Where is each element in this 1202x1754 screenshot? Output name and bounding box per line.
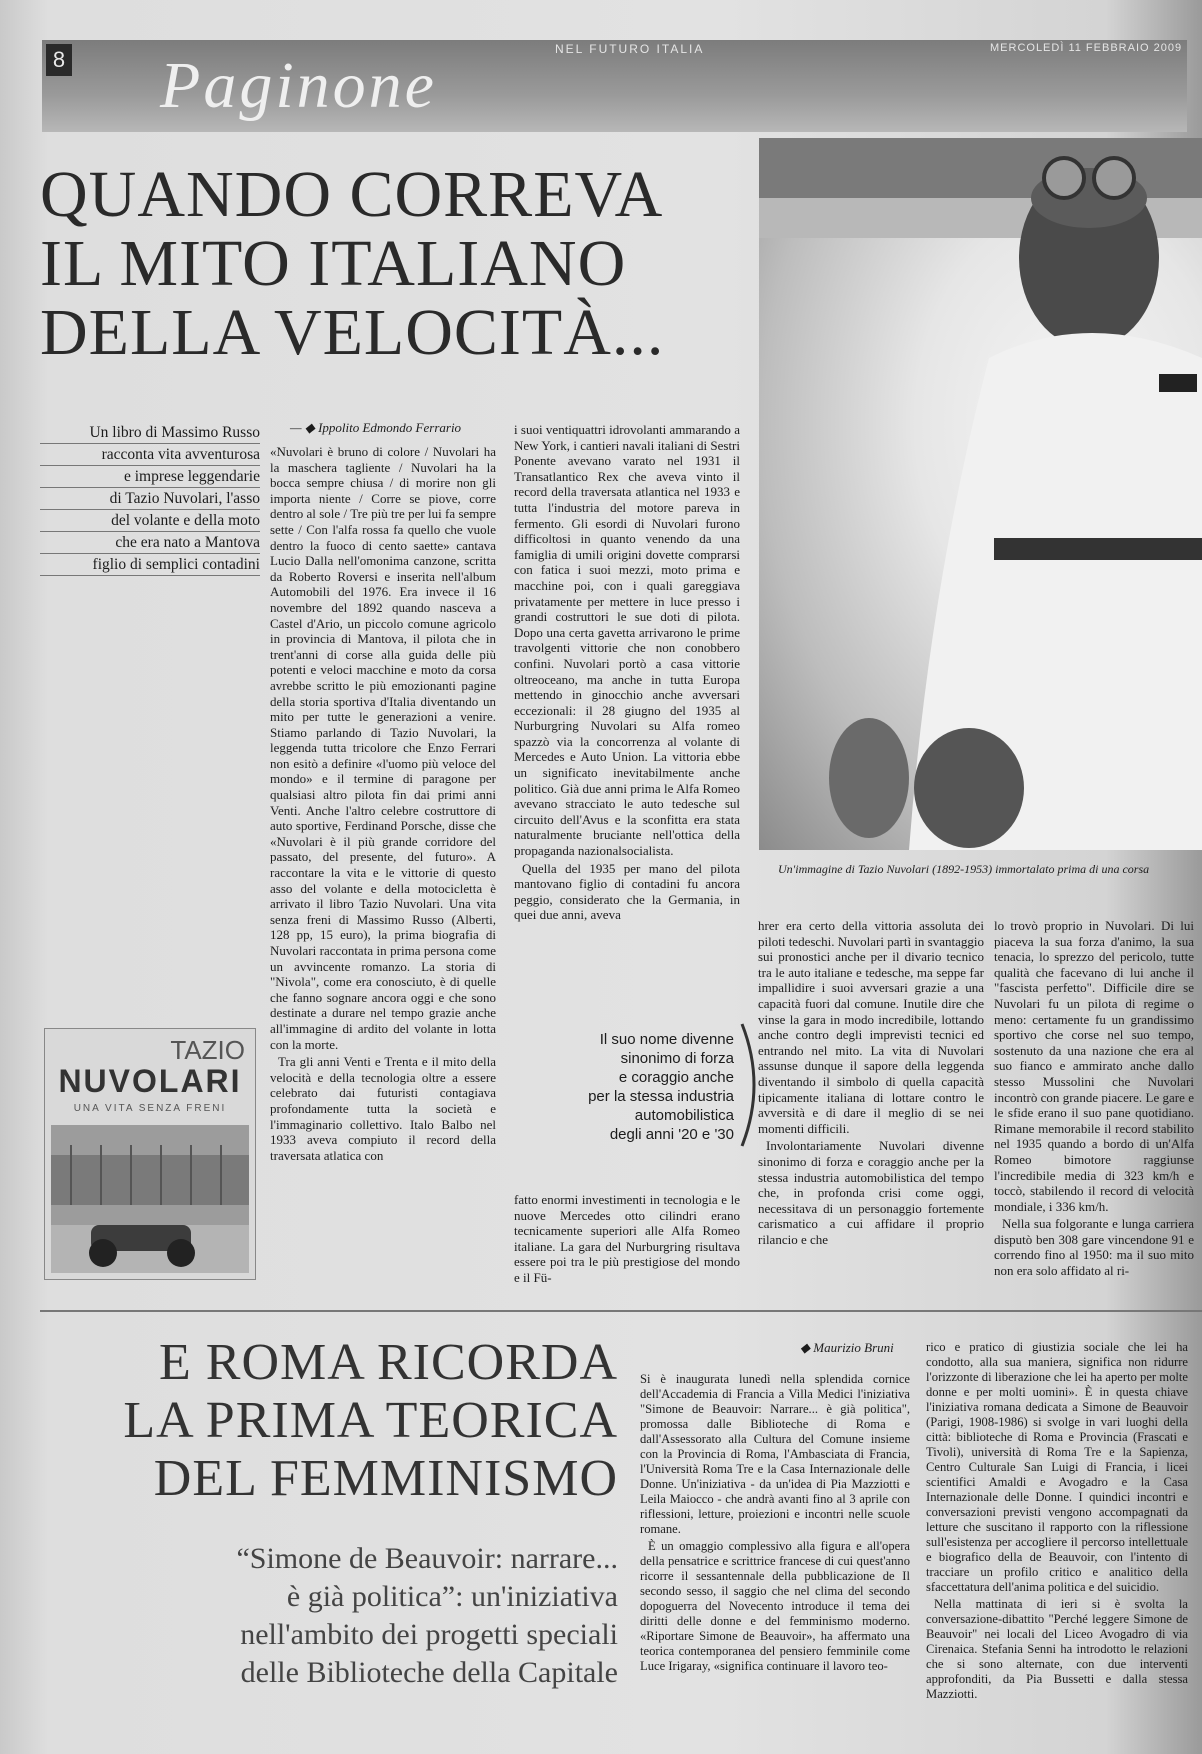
driver-illustration <box>759 138 1202 850</box>
deck-line: è già politica”: un'iniziativa <box>286 1580 618 1613</box>
article2-deck <box>80 1540 618 1692</box>
article-column-1 <box>270 444 496 1290</box>
paragraph: lo trovò proprio in Nuvolari. Di lui piaceva la sua forza d'animo, la sua tenacia, lo sprezzo del pericolo, tutte qualità che facevano di lui anche il "fascista perfetto". Difficile dire se Nuvolari fu un pilota di regime o meno: certamente fu un grandissimo sportivo che corse nel suo tempo, sostenuto da una nazione che era al suo fianco e ammirato anche dallo stesso Mussolini che Nuvolari incontrò con grande piacere. Le gare e le sfide erano il suo pane quotidiano. Rimane memorabile il record stabilito nel 1935 quando a bordo di un'Alfa Romeo bimotore raggiunse l'incredibile media di 323 km/h e toccò, stabilendo il record di velocità mondiale, i 336 km/h. <box>994 918 1194 1214</box>
newspaper-name: NEL FUTURO ITALIA <box>555 42 705 56</box>
paragraph: Quella del 1935 per mano del pilota mantovano figlio di contadini fu ancora peggio, considerato che la Germania, in quei due anni, aveva <box>514 860 740 923</box>
book-cover-photo <box>51 1125 249 1273</box>
headline-line: QUANDO CORREVA <box>40 158 664 231</box>
pull-quote-line: per la stessa industria <box>588 1088 734 1105</box>
subhead-line: del volante e della moto <box>40 510 260 532</box>
headline-line: LA PRIMA TEORICA <box>123 1392 618 1449</box>
article-divider <box>40 1310 1202 1312</box>
article2-byline <box>800 1340 894 1356</box>
paragraph: Nella sua folgorante e lunga carriera disputò ben 308 gare vincendone 91 e correndo fino al 1950: ma il suo mito non era solo affidato al ri- <box>994 1216 1194 1279</box>
book-title-main: NUVOLARI <box>58 1063 242 1099</box>
article2-headline <box>68 1334 618 1508</box>
subhead-line: racconta vita avventurosa <box>40 444 260 466</box>
nuvolari-photo <box>759 138 1202 850</box>
headline-line: IL MITO ITALIANO <box>40 227 627 300</box>
article-column-2b <box>514 1192 740 1290</box>
headline-line: DEL FEMMINISMO <box>153 1450 618 1507</box>
paragraph: Involontariamente Nuvolari divenne sinonimo di forza e coraggio anche per la stessa industria automobilistica del tempo che, in profonda crisi come oggi, necessitava di un personaggio fortemente carismatico a cui affidare il proprio rilancio e che <box>758 1138 984 1247</box>
paragraph: i suoi ventiquattri idrovolanti ammarando a New York, i cantieri navali italiani di Sestri Ponente avevano varato nel 1931 il Transatlantico Rex che aveva vinto il record della traversata atlantica nel 1933 e tutta l'industria del motore pareva in fermento. Gli esordi di Nuvolari furono difficoltosi in quanto venendo da una famiglia di umili origini dovette comprarsi con fatica i suoi mezzi, moto prima e macchine poi, con i quali gareggiava privatamente per mettere in luce presso i grandi costruttori le sue doti di pilota. Dopo una certa gavetta arrivarono le prime travolgenti vittorie che non conobbero confini. Nuvolari portò a casa vittorie oltreoceano, ma anche in tutta Europa mettendo in ginocchio anche avversari eccezionali: il 28 giugno del 1935 al Nurburgring Nuvolari su Alfa romeo spazzò via la concorrenza al volante di Mercedes e Auto Union. La vittoria ebbe un significato inevitabilmente anche politico. Già due anni prima le Alfa Romeo avevano stracciato le auto tedesche sul circuito dell'Avus e la sconfitta era stata naturalmente bruciante nell'ottica della propaganda nazionalsocialista. <box>514 422 740 859</box>
author-name: Ippolito Edmondo Ferrario <box>318 420 462 435</box>
article-headline <box>40 160 664 367</box>
author-name: Maurizio Bruni <box>813 1340 894 1355</box>
byline-dash: ◆ <box>800 1340 814 1355</box>
paragraph: Tra gli anni Venti e Trenta e il mito della velocità e della tecnologia oltre a essere celebrato dai futuristi contagiava profondamente tutta la società e l'immaginario collettivo. Italo Balbo nel 1933 aveva compiuto il record della traversata atlatica con <box>270 1054 496 1163</box>
byline-dash: — ◆ <box>290 420 319 435</box>
paragraph: fatto enormi investimenti in tecnologia e le nuove Mercedes otto cilindri erano tecnicamente superiori alle Alfa Romeo italiane. La gara del Nurburgring risultava essere poi tra le più prestigiose del mondo e il Fü- <box>514 1192 740 1285</box>
pull-quote-line: degli anni '20 e '30 <box>609 1126 734 1143</box>
deck-line: delle Biblioteche della Capitale <box>240 1656 618 1689</box>
article2-column-2 <box>926 1340 1188 1746</box>
subhead-line: figlio di semplici contadini <box>40 554 260 576</box>
article2-column-1 <box>640 1372 910 1746</box>
article-column-2 <box>514 422 740 996</box>
subhead-line: Un libro di Massimo Russo <box>40 422 260 444</box>
headline-line: DELLA VELOCITÀ... <box>40 296 665 369</box>
paragraph: Nella mattinata di ieri si è svolta la conversazione-dibattito "Perché leggere Simone de Beauvoir" nei locali del Liceo Avogadro di via Cirenaica. Stefania Senni ha introdotto le relazioni che si sono alternate, con due interventi approfonditi, da Pia Bussetti e dalla stessa Mazziotti. <box>926 1597 1188 1701</box>
subhead-line: di Tazio Nuvolari, l'asso <box>40 488 260 510</box>
paragraph: rico e pratico di giustizia sociale che lei ha condotto, alla sua maniera, significa non ridurre l'orizzonte di liberazione che lei ha aperto per molte donne e per molti uomini». È in questa chiave l'iniziativa romana dedicata a Simone de Beauvoir (Parigi, 1908-1986) si svolge in vari luoghi della città: biblioteche di Roma e Provincia (Frascati e Tivoli), università di Roma Tre e la Sapienza, Centro Culturale San Luigi di Francia, i licei scientifici Amaldi e Avogadro e la Casa Internazionale delle Donne. I quindici incontri e conversazioni previsti vengono accompagnati da letture che suscitano il rapporto con la riflessione sull'esistenza per accogliere il percorso intellettuale e biografico della de Beauvoir, con l'intento di tracciare un profilo critico e analitico della sfaccettatura dell'anima politica e del suicidio. <box>926 1340 1188 1594</box>
book-subtitle: UNA VITA SENZA FRENI <box>73 1103 227 1114</box>
deck-line: nell'ambito dei progetti speciali <box>240 1618 618 1651</box>
book-cover <box>44 1028 256 1280</box>
pull-quote <box>520 1030 734 1144</box>
paragraph: hrer era certo della vittoria assoluta dei piloti tedeschi. Nuvolari partì in svantaggio sui pronostici anche per il divario tecnico tra le auto italiane e tedesche, ma seppe far impallidire i suoi avversari grazie a una capacità fuori dal comune. Inutile dire che vinse la gara in modo incredibile, lottando anche contro degli imprevisti tecnici ed entrando nel mito. La vita di Nuvolari assunse dunque il sapore della leggenda diventando il simbolo di quella capacità tipicamente italiana di lottare contro le avversità e di dare il meglio di se nei momenti difficili. <box>758 918 984 1136</box>
subhead-line: e imprese leggendarie <box>40 466 260 488</box>
author-byline <box>290 420 461 436</box>
paragraph: «Nuvolari è bruno di colore / Nuvolari ha la maschera tagliente / Nuvolari ha la bocca sempre chiusa / di morire non gli importa niente / Corre se piove, corre dentro al sole / Tre più tre per lui fa sempre sette / Con l'alfa rossa fa quello che vuole dentro la fuoco di cento saette» cantava Lucio Dalla nell'omonima canzone, scritta da Roberto Roversi e inserita nell'album Automobili del 1976. Era invece il 16 novembre del 1892 quando nasceva a Castel d'Ario, un piccolo comune agricolo in provincia di Mantova, il pilota che in trent'anni di corse alla guida delle più potenti e veloci macchine e moto da corsa avrebbe scritto le più emozionanti pagine della storia sportiva d'Italia diventando un mito per tutte le generazioni a venire. Stiamo parlando di Tazio Nuvolari, la leggenda tutta tricolore che Enzo Ferrari non esitò a definire «l'uomo più veloce del mondo» e il termine di paragone per qualsiasi altro pilota fin dai primi anni Venti. Anche l'altro celebre costruttore di auto sportive, Ferdinand Porsche, disse che «Nuvolari è il più grande corridore del passato, del presente, del futuro». A raccontare la vita e le vittorie di questo asso del volante e della motocicletta è arrivato il libro Tazio Nuvolari. Una vita senza freni di Massimo Russo (Alberti, 128 pp, 15 euro), la prima biografia di Nuvolari raccontata in prima persona come un avvincente romanzo. La storia di "Nivola", come era conosciuto, è di quelle che fanno sognare ancora oggi e che sono destinate a durare nel tempo grazie anche all'immagine di ardito del volante in lotta con la morte. <box>270 444 496 1052</box>
article-column-3 <box>758 918 984 1290</box>
pull-quote-line: e coraggio anche <box>618 1069 734 1086</box>
subhead-line: che era nato a Mantova <box>40 532 260 554</box>
page-number: 8 <box>46 44 72 76</box>
pull-quote-line: Il suo nome divenne <box>599 1031 734 1048</box>
issue-date: MERCOLEDÌ 11 FEBBRAIO 2009 <box>990 42 1183 54</box>
article-subhead <box>40 422 260 576</box>
book-title-top: TAZIO <box>170 1035 245 1065</box>
photo-caption: Un'immagine di Tazio Nuvolari (1892-1953) immortalato prima di una corsa <box>778 862 1150 876</box>
headline-line: E ROMA RICORDA <box>159 1334 618 1391</box>
deck-line: “Simone de Beauvoir: narrare... <box>236 1542 618 1575</box>
paragraph: È un omaggio complessivo alla figura e all'opera della pensatrice e scrittrice francese di cui quest'anno ricorre il sessantennale della pubblicazione de Il secondo sesso, il saggio che nel clima del secondo dopoguerra del Novecento introduce il tema dei diritti delle donne e del femminismo moderno. «Riportare Simone de Beauvoir», ha affermato una teorica contemporanea del pensiero femminile come Luce Irigaray, «significa continuare il lavoro teo- <box>640 1539 910 1673</box>
paragraph: Si è inaugurata lunedì nella splendida cornice dell'Accademia di Francia a Villa Medici l'iniziativa "Simone de Beauvoir: Narrare... è già politica", promossa dalle Biblioteche di Roma e dall'Assessorato alla Cultura del Comune insieme con la Provincia di Roma, l'Ambasciata di Francia, l'Università Roma Tre e la Casa Internazionale delle Donne. Un'iniziativa - da un'idea di Pia Mazziotti e Leila Maiocco - che andrà avanti fino al 3 aprile con riflessioni, letture, proiezioni e incontri nelle scuole romane. <box>640 1372 910 1536</box>
pull-quote-line: automobilistica <box>634 1107 734 1124</box>
section-title: Paginone <box>160 49 437 122</box>
pull-quote-line: sinonimo di forza <box>620 1050 734 1067</box>
article-column-4 <box>994 918 1194 1290</box>
